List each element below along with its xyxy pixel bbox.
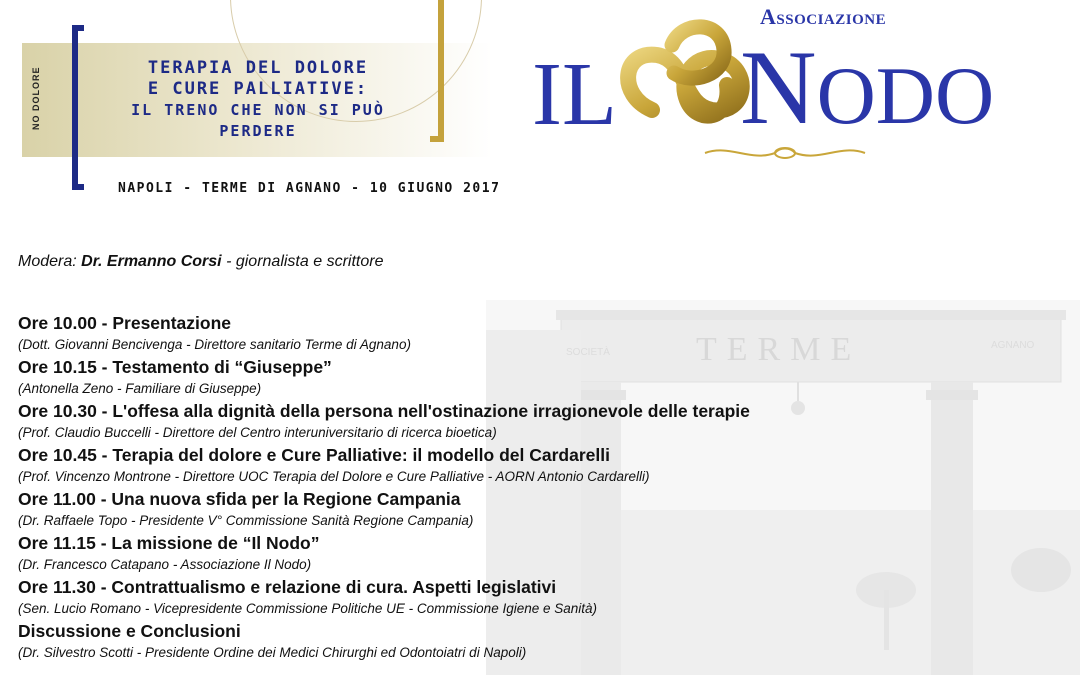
- program-item-title: Ore 10.15 - Testamento di “Giuseppe”: [18, 357, 332, 377]
- program-item-title: Ore 11.30 - Contrattualismo e relazione di cura. Aspetti legislativi: [18, 577, 557, 597]
- program-item-title: Ore 10.30 - L'offesa alla dignità della persona nell'ostinazione irragionevole delle terapie: [18, 401, 750, 421]
- program-item-title: Ore 10.45 - Terapia del dolore e Cure Palliative: il modello del Cardarelli: [18, 445, 610, 465]
- program-item: [18, 576, 1058, 620]
- program-item-title: Ore 11.00 - Una nuova sfida per la Regione Campania: [18, 489, 461, 509]
- program-item: [18, 532, 1058, 576]
- program-item-title: Ore 10.00 - Presentazione: [18, 313, 232, 333]
- program-item: [18, 488, 1058, 532]
- logo-word-il: IL: [532, 45, 617, 144]
- photo-left-tag: SOCIETÀ: [566, 347, 610, 358]
- program-list: [18, 312, 1058, 664]
- program-item-speaker: (Dr. Raffaele Topo - Presidente V° Commissione Sanità Regione Campania): [18, 513, 474, 528]
- program-item-speaker: (Dr. Silvestro Scotti - Presidente Ordine dei Medici Chirurghi ed Odontoiatri di Napoli): [18, 645, 527, 660]
- program-item: [18, 620, 1058, 664]
- program-item-title: Discussione e Conclusioni: [18, 621, 241, 641]
- program-item: [18, 312, 1058, 356]
- logo-association-label: Associazione: [760, 4, 887, 29]
- program-item-speaker: (Prof. Claudio Buccelli - Direttore del Centro interuniversitario di ricerca bioetica): [18, 425, 497, 440]
- program-item: [18, 400, 1058, 444]
- blue-bracket-ornament: [72, 25, 84, 190]
- photo-right-tag: AGNANO: [991, 340, 1035, 351]
- event-location-date: NAPOLI - TERME DI AGNANO - 10 GIUGNO 2017: [118, 181, 501, 196]
- logo-word-nodo: NODO: [740, 29, 995, 146]
- event-title: TERAPIA DEL DOLORE E CURE PALLIATIVE: IL TRENO CHE NON SI PUÒ PERDERE: [131, 58, 385, 140]
- photo-sign-text: TERME: [696, 331, 862, 368]
- program-item-speaker: (Prof. Vincenzo Montrone - Direttore UOC Terapia del Dolore e Cure Palliative - AORN Antonio Cardarelli): [18, 469, 650, 484]
- program-item-speaker: (Antonella Zeno - Familiare di Giuseppe): [18, 381, 262, 396]
- program-item-speaker: (Dr. Francesco Catapano - Associazione Il Nodo): [18, 557, 312, 572]
- program-item-speaker: (Sen. Lucio Romano - Vicepresidente Commissione Politiche UE - Commissione Igiene e Sanità): [18, 601, 598, 616]
- program-item-title: Ore 11.15 - La missione de “Il Nodo”: [18, 533, 320, 553]
- flourish-ornament-icon: [700, 142, 870, 164]
- program-item: [18, 356, 1058, 400]
- program-item-speaker: (Dott. Giovanni Bencivenga - Direttore sanitario Terme di Agnano): [18, 337, 411, 352]
- program-item: [18, 444, 1058, 488]
- gold-bracket-ornament: [430, 0, 444, 142]
- moderator-line: Modera: Dr. Ermanno Corsi - giornalista e scrittore: [18, 253, 384, 270]
